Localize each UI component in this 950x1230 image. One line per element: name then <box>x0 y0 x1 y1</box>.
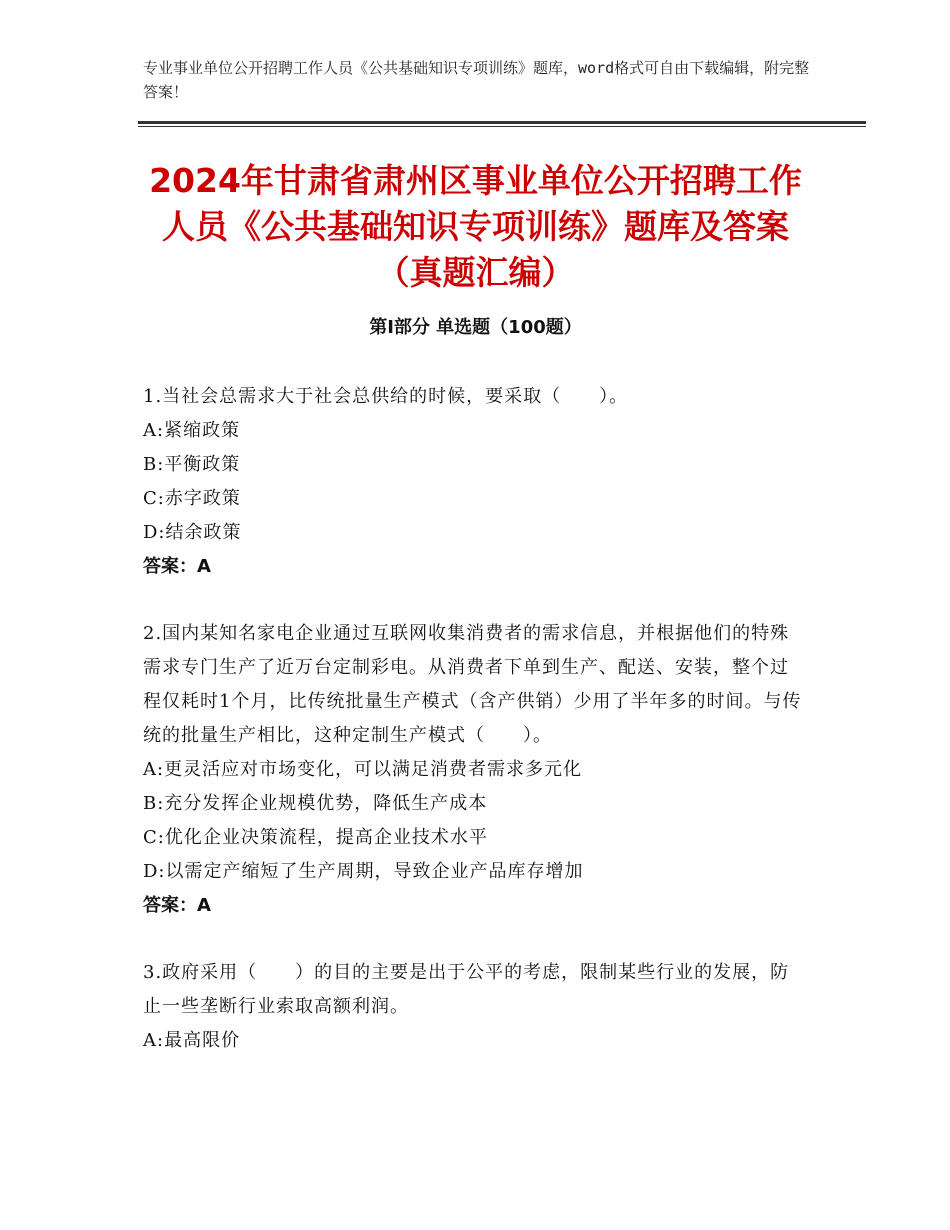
title-line-1: 2024年甘肃省肃州区事业单位公开招聘工作 <box>149 161 802 200</box>
document-title <box>138 158 813 296</box>
option-c: C:赤字政策 <box>143 488 241 509</box>
section-heading: 第Ⅰ部分 单选题（100题） <box>369 317 582 338</box>
question-stem: 3.政府采用（ ）的目的主要是出于公平的考虑，限制某些行业的发展，防止一些垄断行业索取高额利润。 <box>143 962 790 1017</box>
question-1 <box>143 380 803 584</box>
question-3 <box>143 956 803 1058</box>
option-b: B:平衡政策 <box>143 454 241 475</box>
question-2 <box>143 617 803 923</box>
question-stem: 1.当社会总需求大于社会总供给的时候，要采取（ ）。 <box>143 386 629 407</box>
option-a: A:更灵活应对市场变化，可以满足消费者需求多元化 <box>143 759 583 780</box>
question-stem: 2.国内某知名家电企业通过互联网收集消费者的需求信息，并根据他们的特殊需求专门生产了近万台定制彩电。从消费者下单到生产、配送、安装，整个过程仅耗时1个月，比传统批量生产模式（含产供销）少用了半年多的时间。与传统的批量生产相比，这种定制生产模式（ ）。 <box>143 623 802 746</box>
title-line-2: 人员《公共基础知识专项训练》题库及答案 <box>162 207 789 246</box>
option-a: A:最高限价 <box>143 1030 241 1051</box>
header-note: 专业事业单位公开招聘工作人员《公共基础知识专项训练》题库，word格式可自由下载编辑，附完整答案！ <box>143 59 810 101</box>
answer: 答案：A <box>143 556 211 577</box>
answer: 答案：A <box>143 895 211 916</box>
option-d: D:结余政策 <box>143 522 242 543</box>
option-d: D:以需定产缩短了生产周期，导致企业产品库存增加 <box>143 861 584 882</box>
header-rule-thin <box>138 126 866 127</box>
header-rule-thick <box>138 121 866 124</box>
option-a: A:紧缩政策 <box>143 420 241 441</box>
title-line-3: （真题汇编） <box>376 253 575 292</box>
question-list <box>143 380 803 1091</box>
option-c: C:优化企业决策流程，提高企业技术水平 <box>143 827 488 848</box>
option-b: B:充分发挥企业规模优势，降低生产成本 <box>143 793 488 814</box>
